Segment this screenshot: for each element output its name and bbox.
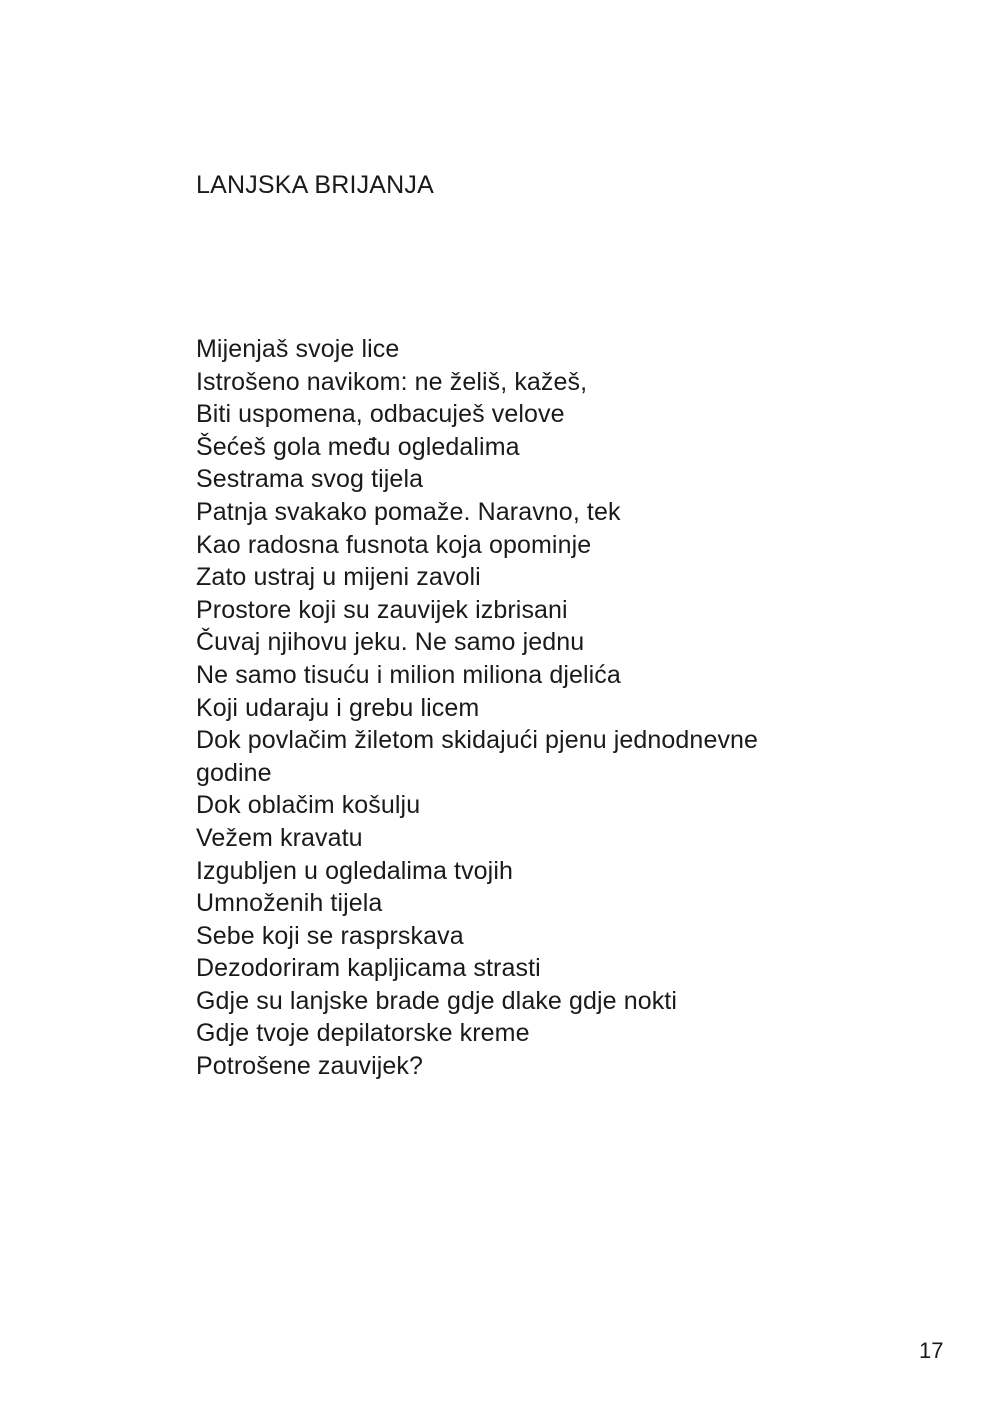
poem-line: godine <box>196 758 272 787</box>
poem-line: Gdje tvoje depilatorske kreme <box>196 1019 530 1048</box>
poem-line: Patnja svakako pomaže. Naravno, tek <box>196 497 621 526</box>
poem-line: Čuvaj njihovu jeku. Ne samo jednu <box>196 628 585 657</box>
poem-line: Dezodoriram kapljicama strasti <box>196 954 541 983</box>
poem-line: Dok oblačim košulju <box>196 791 421 820</box>
poem-line: Potrošene zauvijek? <box>196 1052 424 1081</box>
poem-line: Prostore koji su zauvijek izbrisani <box>196 595 568 624</box>
poem-line: Sebe koji se rasprskava <box>196 921 464 950</box>
poem-line: Izgubljen u ogledalima tvojih <box>196 856 513 885</box>
poem-line: Sestrama svog tijela <box>196 465 424 494</box>
poem-line: Biti uspomena, odbacuješ velove <box>196 400 565 429</box>
poem-line: Kao radosna fusnota koja opominje <box>196 530 592 559</box>
poem-line: Mijenjaš svoje lice <box>196 335 400 363</box>
page-number: 17 <box>919 1338 944 1363</box>
poem-line: Dok povlačim žiletom skidajući pjenu jednodnevne <box>196 726 759 755</box>
poem-body <box>196 333 846 1083</box>
poem-line: Koji udaraju i grebu licem <box>196 693 480 722</box>
poem-line: Istrošeno navikom: ne želiš, kažeš, <box>196 367 588 396</box>
poem-line: Šećeš gola među ogledalima <box>196 432 520 461</box>
poem-line: Vežem kravatu <box>196 823 363 852</box>
poem-line: Zato ustraj u mijeni zavoli <box>196 563 481 592</box>
page-title: LANJSKA BRIJANJA <box>196 171 435 199</box>
poem-line: Ne samo tisuću i milion miliona djelića <box>196 660 621 689</box>
poem-line: Umnoženih tijela <box>196 889 383 918</box>
poem-line: Gdje su lanjske brade gdje dlake gdje nokti <box>196 986 677 1015</box>
